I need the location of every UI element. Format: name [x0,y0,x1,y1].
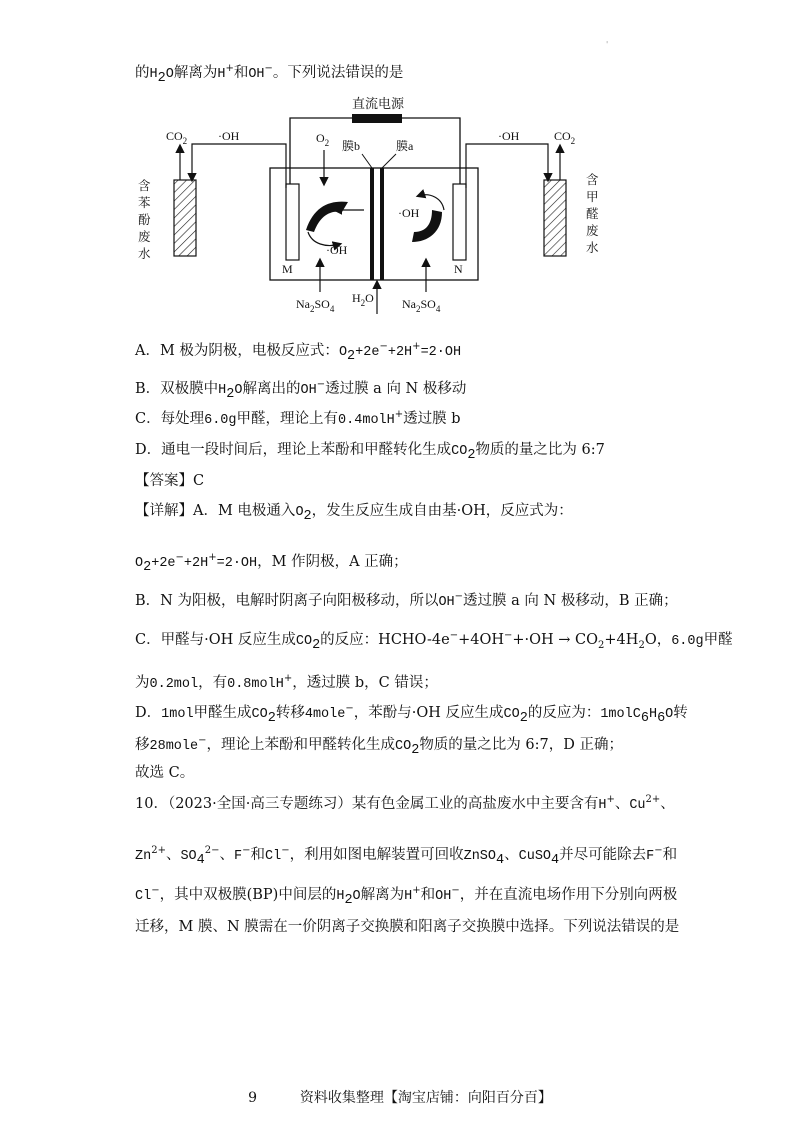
electrode-n-label: N [454,262,463,276]
q10-line-3: Cl−，其中双极膜(BP)中间层的$H_2O$解离为H+和OH−，并在直流电场作用下分别向两极 [135,885,678,908]
left-oh-pipe [192,144,286,188]
svg-text:废: 废 [138,230,151,244]
detail-line-7: 移28mole−，理论上苯酚和甲醛转化生成$CO_2$物质的量之比为 6:7，D 正确； [135,735,623,758]
detail-line-4: C．甲醛与·OH 反应生成$CO_2$的反应：HCHO-4e−+4OH−+·OH → $CO_2+4H_2O$，6.0g甲醛 [135,630,733,653]
right-oh-label: ·OH [498,129,520,143]
phenol-wastewater-label [138,179,151,261]
electrode-m [286,184,299,260]
svg-text:水: 水 [138,247,151,261]
detail-line-2: $O_2+2e^-+2H^+=2\cdot OH$，M 作阴极，A 正确； [135,552,408,575]
membrane-a-leader [382,154,396,168]
right-co2-label: $CO_2$ [554,129,576,146]
na2so4-left-label: $Na_2SO_4$ [296,297,335,314]
intro-line: 的$H_2O$解离为H+和OH−。下列说法错误的是 [135,63,404,86]
page-corner-mark: ' [606,40,609,49]
q10-line-4: 迁移，M 膜、N 膜需在一价阴离子交换膜和阳离子交换膜中选择。下列说法错误的是 [135,919,680,935]
q10-line-2: $Zn^{2+}$、$SO_4^{2-}$、F−和Cl−，利用如图电解装置可回收ZnSO$_4$、CuSO$_4$并尽可能除去F−和 [135,845,678,868]
svg-text:水: 水 [586,241,599,255]
membrane-b [370,168,374,280]
svg-text:含: 含 [586,173,599,187]
curved-arrow-n-return-icon [418,195,444,210]
o2-label: $O_2$ [316,131,330,148]
option-a: A．M 极为阴极，电极反应式：$O_2+2e^-+2H^+=2\cdot OH$ [135,341,462,364]
na2so4-right-label: $Na_2SO_4$ [402,297,441,314]
detail-line-3: B．N 为阳极，电解时阴离子向阳极移动，所以OH−透过膜 a 向 N 极移动，B 正确； [135,591,678,610]
option-b: B．双极膜中$H_2O$解离出的OH−透过膜 a 向 N 极移动 [135,379,467,402]
curved-arrow-m-icon [306,202,348,232]
membrane-a-label: 膜a [396,139,414,153]
detail-line-1: 【详解】A．M 电极通入$O_2$，发生反应生成自由基·OH，反应式为： [135,503,573,524]
formaldehyde-column [544,180,566,256]
power-source-icon [352,114,402,123]
option-c: C．每处理6.0g甲醛，理论上有0.4molH+透过膜 b [135,409,461,428]
svg-text:醛: 醛 [586,207,599,221]
electrode-m-label: M [282,262,293,276]
oh-label-mid-left: ·OH [326,243,348,257]
oh-label-mid-right: ·OH [398,206,420,220]
page-footer [0,1087,800,1107]
membrane-b-leader [362,154,372,168]
electrode-n [453,184,466,260]
svg-text:苯: 苯 [138,196,151,210]
left-oh-label: ·OH [218,129,240,143]
phenol-column [174,180,196,256]
left-co2-label: $CO_2$ [166,129,188,146]
detail-line-5: 为0.2mol，有0.8molH+，透过膜 b，C 错误； [135,673,438,692]
electrolysis-cell-diagram [130,92,690,324]
svg-text:废: 废 [586,224,599,238]
option-d: D．通电一段时间后，理论上苯酚和甲醛转化生成$CO_2$物质的量之比为 6:7 [135,442,605,463]
power-source-label: 直流电源 [352,96,405,111]
answer-line: 【答案】C [135,473,205,489]
detail-line-6: D．1mol甲醛生成$CO_2$转移4mole−，苯酚与·OH 反应生成$CO_2$的反应为：$1molC_6H_6O$转 [135,703,688,726]
svg-text:酚: 酚 [138,213,151,227]
membrane-b-label: 膜b [342,139,361,153]
q10-line-1: 10．（2023·全国·高三专题练习）某有色金属工业的高盐废水中主要含有H+、$Cu^{2+}$、 [135,794,675,813]
footer-text: 资料收集整理【淘宝店铺：向阳百分百】 [299,1090,552,1106]
svg-text:甲: 甲 [586,190,599,204]
formaldehyde-wastewater-label [586,173,599,255]
membrane-a [380,168,384,280]
svg-text:含: 含 [138,179,151,193]
detail-line-8: 故选 C。 [135,765,195,781]
h2o-label: $H_2O$ [352,291,374,308]
page-number: 9 [248,1090,257,1106]
